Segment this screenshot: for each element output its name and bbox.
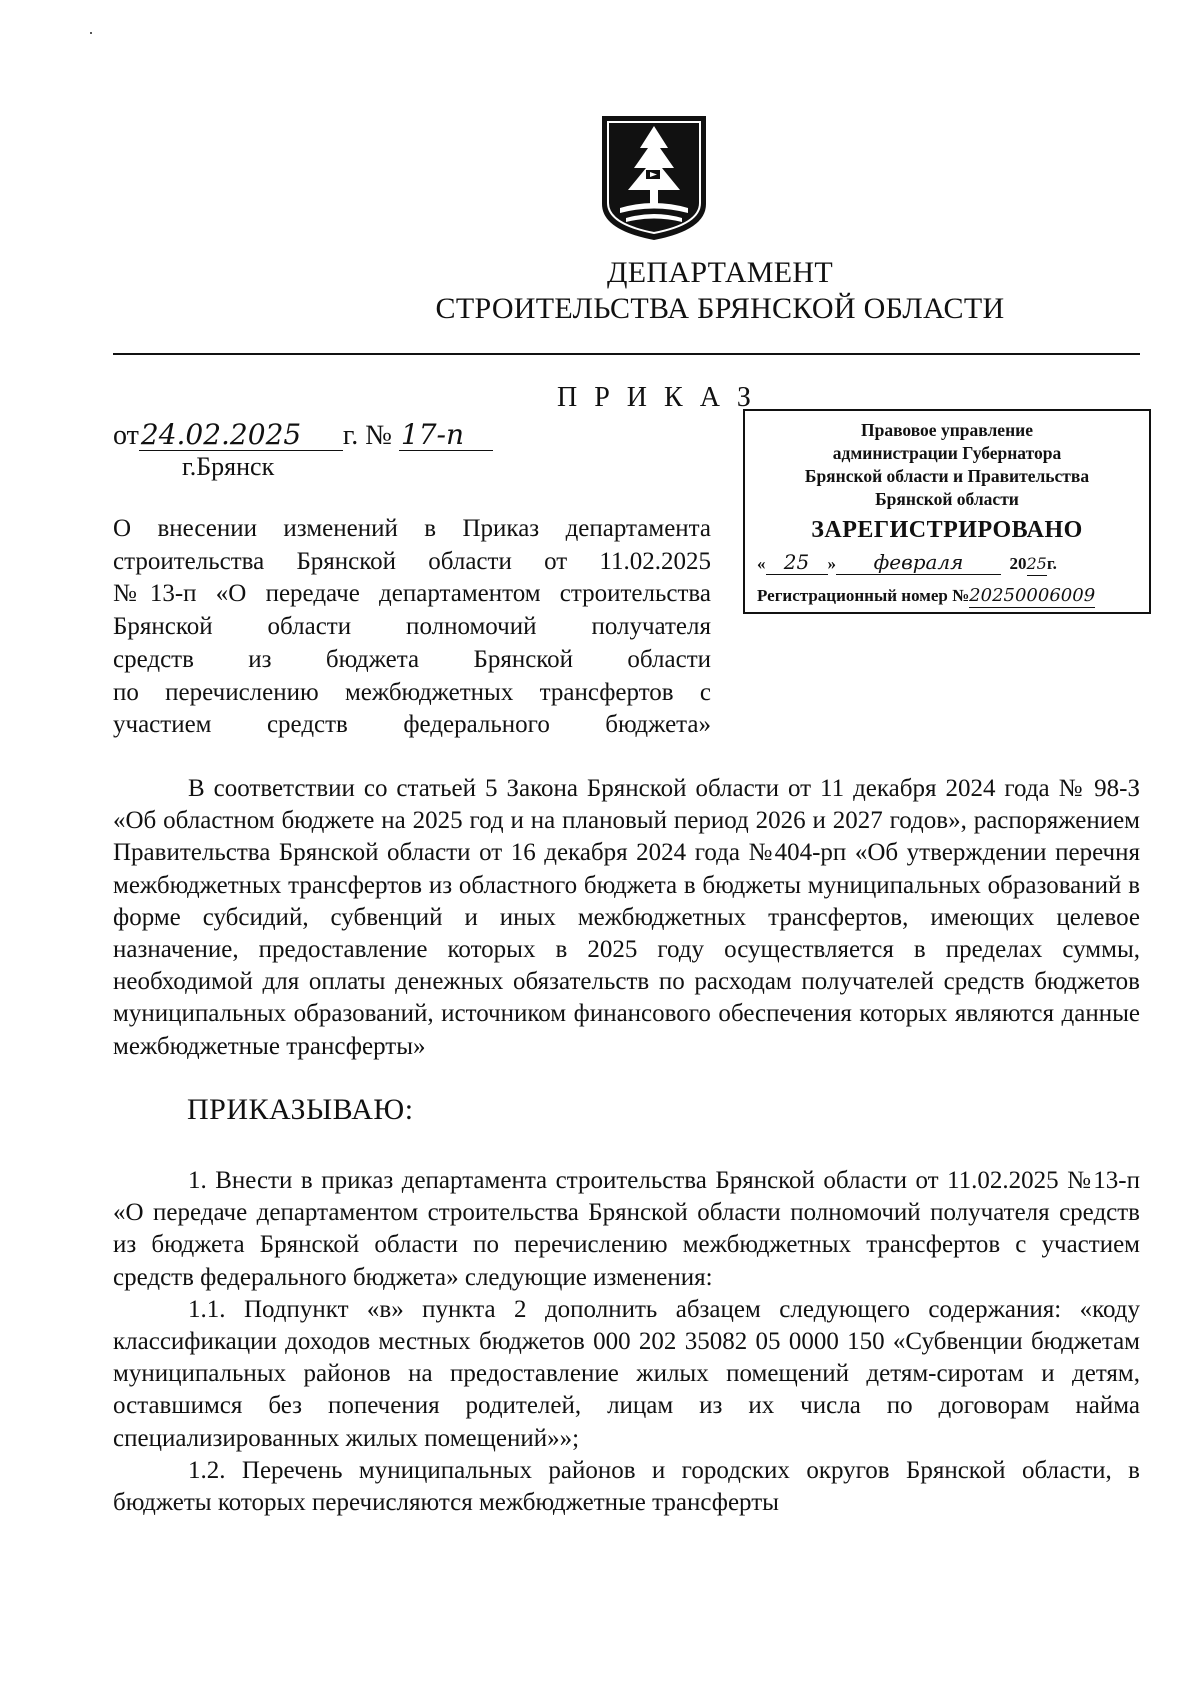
coat-of-arms xyxy=(598,112,710,242)
order-items xyxy=(113,1165,1140,1519)
stamp-day: 25 xyxy=(766,551,828,575)
stamp-year-suffix: г. xyxy=(1046,554,1057,573)
date-prefix: от xyxy=(113,420,139,451)
order-item: 1.2. Перечень муниципальных районов и городских округов Брянской области, в бюджеты которых перечисляются межбюджетные трансферты xyxy=(113,1456,1140,1517)
stamp-line: администрации Губернатора xyxy=(832,443,1062,463)
stamp-reg-label: Регистрационный номер № xyxy=(757,586,970,605)
subject-line: средств из бюджета Брянской области xyxy=(113,645,711,673)
order-item: 1.1. Подпункт «в» пункта 2 дополнить абзацем следующего содержания: «коду классификации доходов местных бюджетов 000 202 35082 05 0000 150 «Субвенции бюджетам муниципальных районов на предоставление жилых помещений детям-сиротам и детям, оставшимся без попечения родителей, лицам из их числа по договорам найма специализированных жилых помещений»»; xyxy=(113,1295,1140,1452)
subject-line: №13-п «О передаче департаментом строительства xyxy=(113,580,711,608)
stamp-reg-number: 20250006009 xyxy=(969,585,1096,606)
stamp-date-row: « 25 » февраля 2025г. xyxy=(757,550,1057,574)
department-name-line1: ДЕПАРТАМЕНТ xyxy=(607,256,833,289)
department-name-line2: СТРОИТЕЛЬСТВА БРЯНСКОЙ ОБЛАСТИ xyxy=(435,292,1005,325)
preamble-paragraph xyxy=(113,773,1140,1063)
stamp-line: Брянской области xyxy=(875,489,1019,509)
year-suffix: г. № xyxy=(342,420,392,451)
subject-line: по перечислению межбюджетных трансфертов с xyxy=(113,678,711,706)
document-number: 17-п xyxy=(399,420,493,451)
document-date: 24.02.2025 xyxy=(139,420,343,451)
stamp-year-hand: 25 xyxy=(1027,552,1047,576)
subject-line: участием средств федерального бюджета» xyxy=(113,711,711,739)
registration-stamp xyxy=(743,409,1151,614)
coat-of-arms-icon xyxy=(598,112,710,242)
stamp-status: ЗАРЕГИСТРИРОВАНО xyxy=(811,517,1083,543)
subject-line: Брянской области полномочий получателя xyxy=(113,613,711,641)
order-word: ПРИКАЗЫВАЮ: xyxy=(187,1093,414,1126)
document-subject xyxy=(113,513,711,742)
order-item: 1. Внести в приказ департамента строительства Брянской области от 11.02.2025 №13-п «О передаче департаментом строительства Брянской области полномочий получателя средств из бюджета Брянской области по перечислению межбюджетных трансфертов с участием средств федерального бюджета» следующие изменения: xyxy=(113,1167,1140,1291)
stamp-year-prefix: 20 xyxy=(1009,554,1027,573)
document-date-number xyxy=(113,418,493,454)
stamp-reg-row xyxy=(745,584,1149,608)
document-city: г.Брянск xyxy=(182,452,275,481)
stamp-month: февраля xyxy=(836,551,1001,575)
stamp-line: Брянской области и Правительства xyxy=(804,466,1090,486)
header-divider xyxy=(113,353,1140,355)
document-type: П Р И К А З xyxy=(557,382,756,413)
preamble-text: В соответствии со статьей 5 Закона Брянской области от 11 декабря 2024 года № 98-З «Об областном бюджете на 2025 год и на плановый период 2026 и 2027 годов», распоряжением Правительства Брянской области от 16 декабря 2024 года №404-рп «Об утверждении перечня межбюджетных трансфертов из областного бюджета в бюджеты муниципальных образований в форме субсидий, субвенций и иных межбюджетных трансфертов, имеющих целевое назначение, предоставление которых в 2025 году осуществляется в пределах суммы, необходимой для оплаты денежных обязательств по расходам получателей средств бюджетов муниципальных образований, источником финансового обеспечения которых являются данные межбюджетные трансферты» xyxy=(113,775,1140,1060)
stamp-line: Правовое управление xyxy=(860,420,1034,440)
subject-line: строительства Брянской области от 11.02.2025 xyxy=(113,547,711,575)
subject-line: О внесении изменений в Приказ департамента xyxy=(113,515,711,542)
scan-speck xyxy=(90,32,92,34)
